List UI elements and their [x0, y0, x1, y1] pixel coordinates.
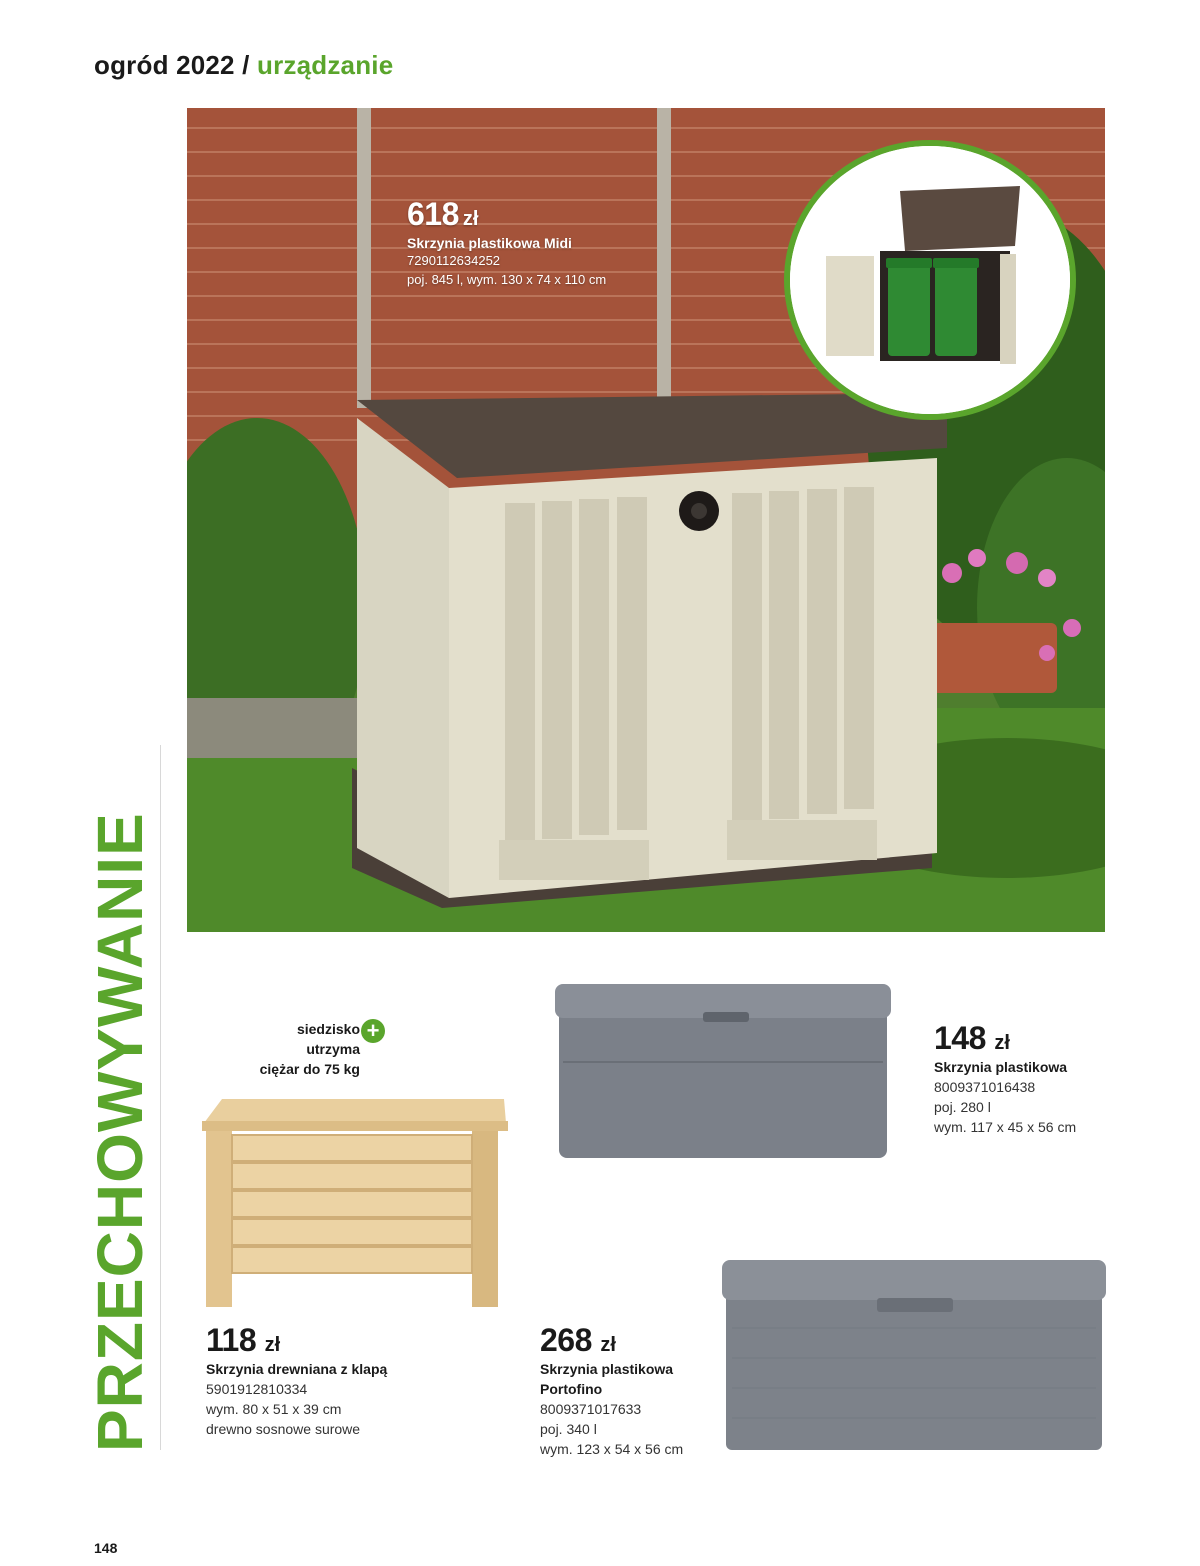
inset-photo-open-shed — [784, 140, 1076, 420]
product-image-portofino-box — [722, 1258, 1106, 1453]
product-dimensions: wym. 80 x 51 x 39 cm — [206, 1401, 342, 1417]
product-name: Skrzynia plastikowa — [540, 1361, 674, 1377]
seat-load-badge — [228, 1019, 360, 1079]
section-vertical-title: PRZECHOWYWANIE — [84, 812, 156, 1452]
product-image-wooden-box — [200, 1095, 510, 1310]
product-material: drewno sosnowe surowe — [206, 1421, 361, 1437]
product-name: Skrzynia drewniana z klapą — [206, 1361, 388, 1377]
hero-price: 618 — [407, 196, 459, 232]
product-price: 148 — [934, 1020, 986, 1056]
product-price: 118 — [206, 1322, 257, 1358]
page-header — [94, 50, 393, 81]
hero-currency: zł — [462, 208, 479, 230]
product-name: Skrzynia plastikowa — [934, 1059, 1068, 1075]
hero-product-specs: poj. 845 l, wym. 130 x 74 x 110 cm — [407, 272, 607, 287]
badge-line: utrzyma — [306, 1041, 360, 1057]
plus-icon: + — [361, 1019, 385, 1043]
product-image-plastic-box — [553, 982, 893, 1162]
product-148-info — [934, 1020, 1076, 1137]
badge-line: ciężar do 75 kg — [259, 1061, 360, 1077]
product-code: 8009371016438 — [934, 1079, 1036, 1095]
product-code: 8009371017633 — [540, 1401, 642, 1417]
page-number: 148 — [94, 1540, 118, 1556]
divider-line — [160, 745, 161, 1450]
header-section: urządzanie — [257, 50, 394, 80]
product-capacity: poj. 280 l — [934, 1099, 991, 1115]
product-price: 268 — [540, 1322, 592, 1358]
product-currency: zł — [600, 1334, 616, 1356]
header-separator: / — [234, 50, 257, 80]
product-currency: zł — [994, 1032, 1010, 1054]
hero-product-info — [407, 196, 606, 289]
product-268-info — [540, 1322, 683, 1459]
hero-product-name: Skrzynia plastikowa Midi — [407, 235, 572, 251]
badge-line: siedzisko — [296, 1021, 360, 1037]
product-capacity: poj. 340 l — [540, 1421, 597, 1437]
open-shed-illustration — [790, 146, 1070, 414]
product-118-info — [206, 1322, 387, 1439]
product-currency: zł — [264, 1334, 281, 1356]
product-name-line2: Portofino — [540, 1381, 603, 1397]
product-dimensions: wym. 117 x 45 x 56 cm — [934, 1119, 1077, 1135]
hero-product-code: 7290112634252 — [407, 253, 501, 268]
header-title: ogród 2022 — [94, 50, 235, 80]
product-code: 5901912810334 — [206, 1381, 308, 1397]
product-dimensions: wym. 123 x 54 x 56 cm — [540, 1441, 684, 1457]
